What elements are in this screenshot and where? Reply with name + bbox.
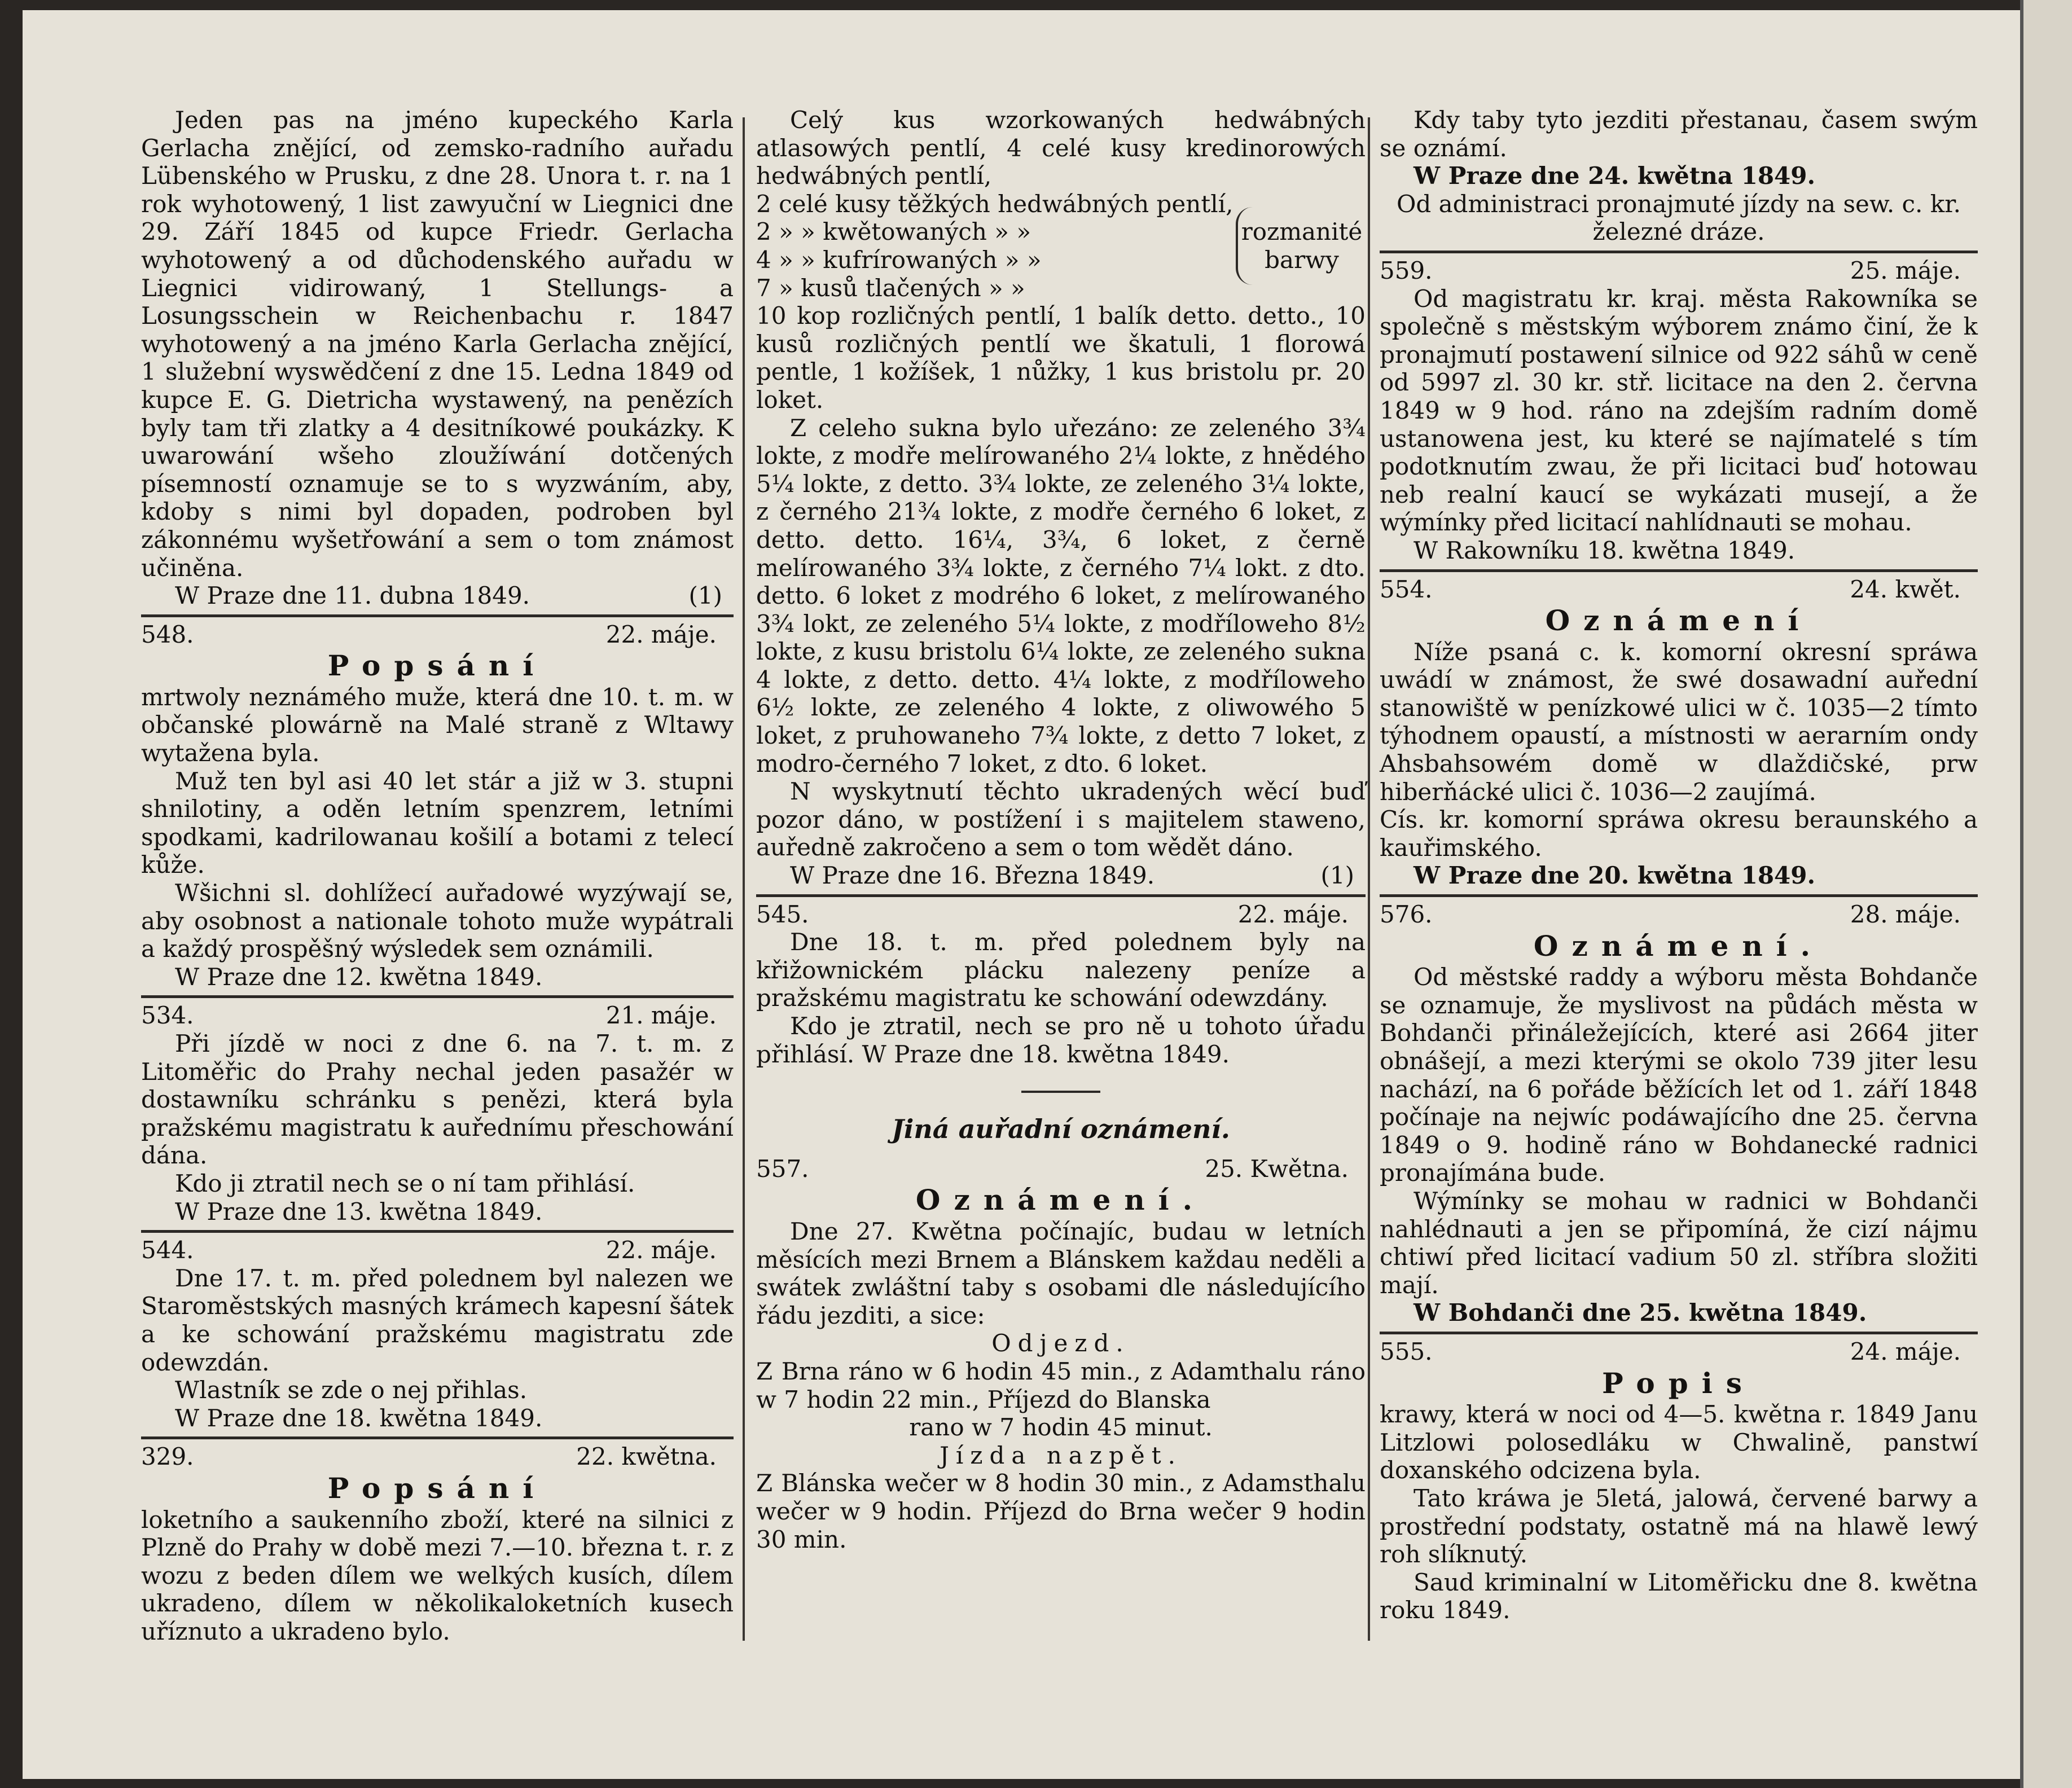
notice-title: Oznámení	[1545, 604, 1812, 638]
notice-text: Z Brna ráno w 6 hodin 45 min., z Adamthalu ráno w 7 hodin 22 min., Příjezd do Blanska	[756, 1357, 1366, 1413]
notice-number: 545.	[756, 900, 809, 928]
divider	[141, 995, 734, 998]
divider	[141, 1230, 734, 1233]
notice-number: 555.	[1380, 1337, 1433, 1365]
list-item: 7 » kusů tlačených » »	[756, 274, 1025, 302]
notice-number: 576.	[1380, 900, 1433, 929]
notice-text: Z Blánska wečer w 8 hodin 30 min., z Adamsthalu wečer w 9 hodin. Příjezd do Brna wečer 9 hodin 30 min.	[756, 1469, 1366, 1553]
notice-date: 24. máje.	[1850, 1337, 1961, 1365]
insertion-mark: (1)	[1320, 862, 1354, 890]
notice-text: Tato kráwa je 5letá, jalowá, červené barwy a prostřední podstaty, ostatně má na hlawě lewý roh slíknutý.	[1380, 1484, 1978, 1569]
notice-date: 28. máje.	[1850, 900, 1961, 929]
signature: W Praze dne 18. kwětna 1849.	[175, 1404, 543, 1432]
signature-row	[141, 582, 734, 610]
notice-text: Cís. kr. komorní spráwa okresu beraunského a kauřimského.	[1380, 806, 1978, 862]
notice-date: 21. máje.	[605, 1001, 717, 1030]
short-divider	[1021, 1091, 1100, 1093]
notice-number: 554.	[1380, 575, 1433, 603]
notice-header	[756, 900, 1366, 929]
column-rule	[743, 117, 745, 1641]
column-middle	[756, 106, 1366, 1553]
notice-text: Od administraci pronajmuté jízdy na sew. c. kr. železné dráze.	[1396, 190, 1961, 246]
signature: W Praze dne 13. kwětna 1849.	[175, 1197, 543, 1225]
notice-text: Dne 17. t. m. před polednem byl nalezen we Staroměstských masných krámech kapesní šátek a ke schowání pražskému magistratu zde odewzdán.	[141, 1264, 734, 1376]
notice-date: 22. máje.	[605, 620, 717, 648]
signature: W Praze dne 16. Března 1849.	[790, 862, 1155, 890]
notice-text: Od magistratu kr. kraj. města Rakowníka se společně s městským wýborem známo činí, že k pronajmutí postawení silnice od 922 sáhů w ceně od 5997 zl. 30 kr. stř. licitace na den 2. června 1849 w 9 hod. ráno na zdejším radním domě ustanowena jest, ku které se najímatelé s tím podotknutím zwau, že při licitaci buď hotowau neb realní kaucí se wykázati musejí, a že wýmínky před licitací nahlídnauti se mohau.	[1380, 284, 1978, 537]
notice-number: 557.	[756, 1154, 809, 1183]
list-brace-note: rozmanité barwy	[1236, 207, 1366, 285]
notice-date: 22. máje.	[605, 1236, 717, 1264]
notice-number: 559.	[1380, 256, 1433, 284]
notice-text: Dne 18. t. m. před polednem byly na křižownickém plácku nalezeny peníze a pražskému magistratu ke schowání odewzdány.	[756, 928, 1366, 1012]
divider	[1380, 894, 1978, 897]
notice-text: Od městské raddy a wýboru města Bohdanče se oznamuje, že myslivost na půdách města w Bohdanči přináležejících, které asi 2664 jiter obnášejí, a mezi kterými se okolo 739 jiter lesu nachází, na 6 pořáde běžících let od 1. září 1848 počínaje na nejwíc podáwajícího dne 25. června 1849 o 9. hodině ráno w Bohdanecké radnici pronajímána bude.	[1380, 963, 1978, 1187]
notice-text: Wšichni sl. dohlížecí auřadowé wyzýwají se, aby osobnost a nationale tohoto muže wypátrali a každý prospěšný wýsledek sem oznámili.	[141, 879, 734, 963]
notice-text: Z celeho sukna bylo uřezáno: ze zeleného 3¾ lokte, z modře melírowaného 2¼ lokte, z hnědého 5¼ lokte, z detto. 3¾ lokte, ze zeleného 3¼ lokte, z černého 21¾ lokte, z modře černého 6 loket, z detto. detto. 16¼, 3¾, 6 loket, z černě melírowaného 3¾ lokte, z černého 7¼ lokt. z dto. detto. 6 loket z modrého 6 loket, z melírowaného 3¾ lokt, ze zeleného 5¼ lokte, z modříloweho 8½ lokte, z kusu bristolu 6¼ lokte, ze zeleného sukna 4 lokte, z detto. detto. 4¼ lokte, z modříloweho 6½ lokte, ze zeleného 4 lokte, z oliwowého 5 loket, z pruhowaneho 7¾ lokte, z detto 7 loket, z modro-černého 7 loket, z dto. 6 loket.	[756, 414, 1366, 777]
notice-date: 25. máje.	[1850, 256, 1961, 284]
notice-header	[756, 1155, 1366, 1183]
notice-date: 22. máje.	[1237, 900, 1349, 928]
notice-number: 544.	[141, 1236, 194, 1264]
notice-number: 548.	[141, 620, 194, 648]
notice-header	[1380, 576, 1978, 604]
notice-header	[141, 1001, 734, 1030]
divider	[141, 1436, 734, 1439]
notice-header	[141, 1443, 734, 1471]
divider	[756, 894, 1366, 897]
newspaper-page	[23, 10, 2020, 1779]
schedule-heading: Odjezd.	[991, 1329, 1130, 1358]
signature: W Praze dne 12. kwětna 1849.	[175, 963, 543, 991]
notice-text: rano w 7 hodin 45 minut.	[909, 1413, 1213, 1442]
notice-text: Celý kus wzorkowaných hedwábných atlasowých pentlí, 4 celé kusy kredinorowých hedwábných pentlí,	[756, 106, 1366, 190]
list-item: 4 » » kufrírowaných » »	[756, 245, 1042, 274]
notice-header	[1380, 900, 1978, 929]
notice-title: Oznámení.	[915, 1183, 1206, 1217]
notice-header	[1380, 1338, 1978, 1366]
notice-number: 329.	[141, 1443, 194, 1471]
notice-number: 534.	[141, 1001, 194, 1030]
notice-title: Popsání	[327, 649, 547, 683]
notice-text: Dne 27. Kwětna počínajíc, budau w letních měsících mezi Brnem a Blánskem každau neděli a swátek zwláštní taby s osobami dle následujícího řádu jezditi, a sice:	[756, 1217, 1366, 1329]
notice-text: Wýmínky se mohau w radnici w Bohdanči nahlédnauti a jen se připomíná, že cizí nájmu chtiwí před licitací vadium 50 zl. stříbra složiti mají.	[1380, 1187, 1978, 1299]
notice-title: Popsání	[327, 1471, 547, 1505]
divider	[141, 614, 734, 617]
signature: W Praze dne 20. kwětna 1849.	[1413, 862, 1816, 890]
notice-text: loketního a saukenního zboží, které na silnici z Plzně do Prahy w době mezi 7.—10. března t. r. z wozu z beden dílem we welkých kusích, dílem ukradeno, dílem w několikaloketních kusech uříznuto a ukradeno bylo.	[141, 1505, 734, 1645]
signature: W Praze dne 11. dubna 1849.	[175, 582, 530, 610]
list-item: 2 celé kusy těžkých hedwábných pentlí,	[756, 190, 1233, 218]
signature: W Praze dne 24. kwětna 1849.	[1413, 162, 1816, 190]
divider	[1380, 1332, 1978, 1334]
notice-text: Kdo ji ztratil nech se o ní tam přihlásí.	[175, 1169, 635, 1197]
schedule-heading: Jízda nazpět.	[940, 1441, 1182, 1469]
notice-date: 22. kwětna.	[576, 1443, 717, 1471]
divider	[1380, 251, 1978, 253]
notice-header	[141, 621, 734, 649]
column-left	[141, 106, 734, 1645]
notice-date: 24. kwět.	[1850, 575, 1961, 603]
notice-text: Níže psaná c. k. komorní okresní spráwa uwádí w známost, že swé dosawadní auřední stanowiště w penízkowé ulici w č. 1035—2 tímto týhodnem opaustí, a místnosti w aerarním ondy Ahsbahsowém domě w dlaždičské, prw hiberňácké ulici č. 1036—2 zaujímá.	[1380, 638, 1978, 806]
column-rule	[1368, 117, 1370, 1641]
signature: W Bohdanči dne 25. kwětna 1849.	[1413, 1299, 1867, 1327]
notice-text: Wlastník se zde o nej přihlas.	[175, 1376, 528, 1404]
signature: W Rakowníku 18. kwětna 1849.	[1413, 536, 1796, 564]
notice-text: Jeden pas na jméno kupeckého Karla Gerlacha znějící, od zemsko-radního auřadu Lübenského w Prusku, z dne 28. Unora t. r. na 1 rok wyhotowený, 1 list zawyuční w Liegnici dne 29. Září 1845 od kupce Friedr. Gerlacha wyhotowený a od důchodenského auřadu w Liegnici vidirowaný, 1 Stellungs- a Losungsschein w Reichenbachu r. 1847 wyhotowený a na jméno Karla Gerlacha znějící, 1 služební wyswědčení z dne 15. Ledna 1849 od kupce E. G. Dietricha wystawený, na penězích byly tam tři zlatky a 4 desitníkowé poukázky. K uwarowání wšeho zloužíwání dotčených písemností oznamuje se to s wyzwáním, aby, kdoby s nimi byl dopaden, podroben byl zákonnému wyšetřowání a sem o tom známost učiněna.	[141, 106, 734, 582]
divider	[1380, 569, 1978, 572]
adjacent-page-edge	[2020, 0, 2072, 1788]
notice-header	[141, 1236, 734, 1264]
notice-text: mrtwoly neznámého muže, která dne 10. t. m. w občanské plowárně na Malé straně z Wltawy wytažena byla.	[141, 683, 734, 767]
signature-row	[756, 862, 1366, 890]
notice-text: krawy, která w noci od 4—5. kwětna r. 1849 Janu Litzlowi polosedláku w Chwalině, panstwí doxanského odcizena byla.	[1380, 1400, 1978, 1484]
notice-date: 25. Kwětna.	[1205, 1154, 1349, 1183]
notice-text: N wyskytnutí těchto ukradených wěcí buď pozor dáno, w postížení i s majitelem staweno, auředně zakročeno a sem o tom wědět dáno.	[756, 777, 1366, 862]
notice-text: Kdy taby tyto jezditi přestanau, časem swým se oznámí.	[1380, 106, 1978, 162]
notice-text: 10 kop rozličných pentlí, 1 balík detto. detto., 10 kusů rozličných pentlí we škatuli, 1 florowá pentle, 1 kožíšek, 1 nůžky, 1 kus bristolu pr. 20 loket.	[756, 302, 1366, 414]
item-list	[756, 190, 1366, 302]
column-right	[1380, 106, 1978, 1624]
notice-text: Muž ten byl asi 40 let stár a již w 3. stupni shnilotiny, a oděn letním spenzrem, letními spodkami, kadrilowanau košilí a botami z telecí kůže.	[141, 767, 734, 879]
signature: Saud kriminalní w Litoměřicku dne 8. kwětna roku 1849.	[1380, 1568, 1978, 1624]
notice-title: Oznámení.	[1533, 929, 1824, 963]
notice-text: Při jízdě w noci z dne 6. na 7. t. m. z Litoměřic do Prahy nechal jeden pasažér w dostawníku schránku s penězi, která byla pražskému magistratu k auřednímu přeschowání dána.	[141, 1030, 734, 1170]
list-item: 2 » » kwětowaných » »	[756, 218, 1031, 246]
notice-title: Popis	[1602, 1366, 1755, 1400]
notice-header	[1380, 257, 1978, 285]
section-title: Jiná auřadní oznámení.	[892, 1114, 1230, 1145]
insertion-mark: (1)	[688, 582, 722, 610]
notice-text: Kdo je ztratil, nech se pro ně u tohoto úřadu přihlásí. W Praze dne 18. kwětna 1849.	[756, 1012, 1366, 1068]
